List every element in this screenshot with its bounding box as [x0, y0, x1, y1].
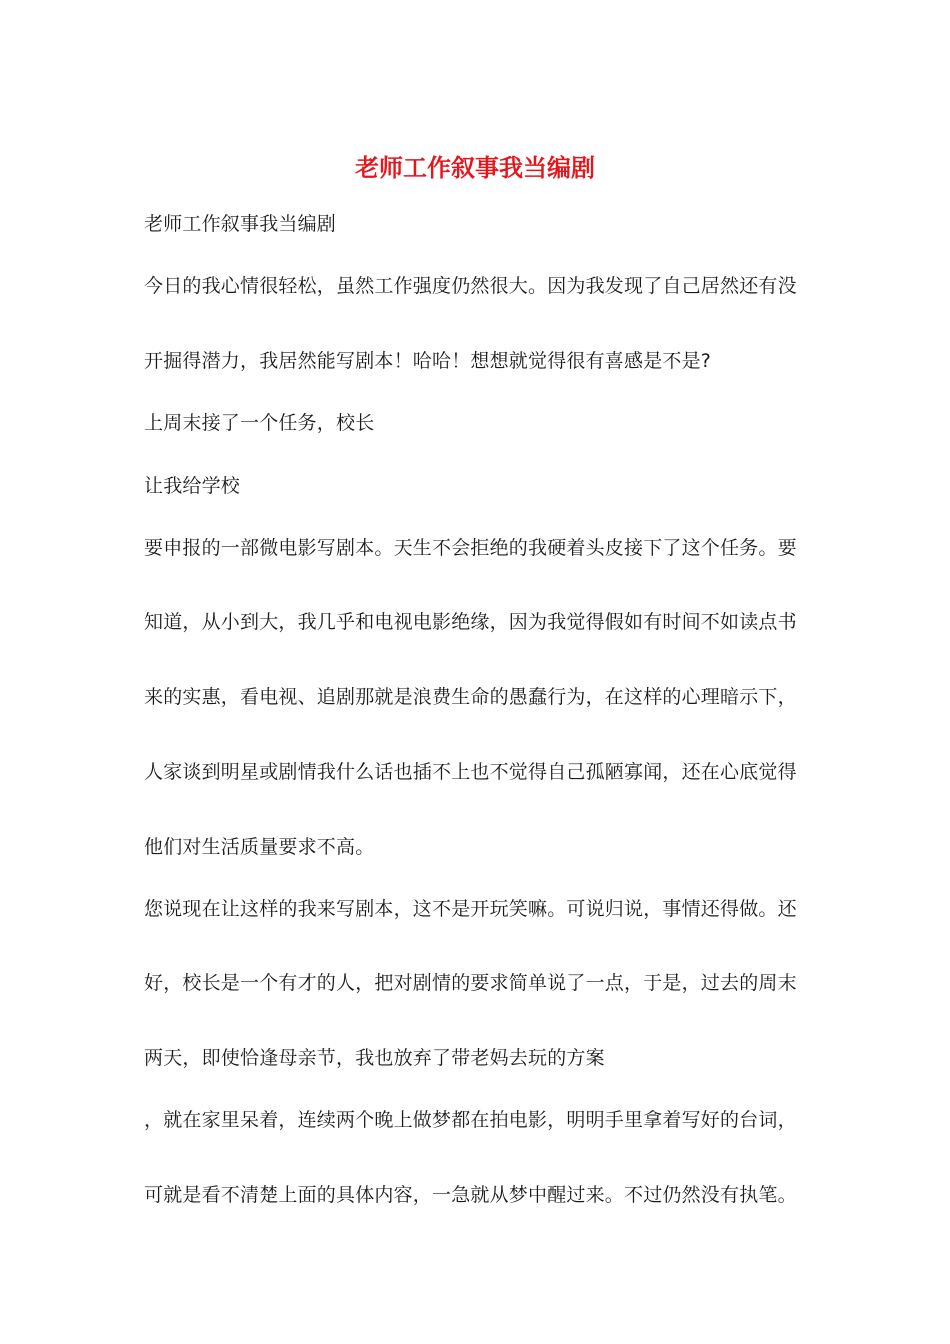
paragraph-line: 上周末接了一个任务，校长: [144, 412, 375, 434]
paragraph-line: 可就是看不清楚上面的具体内容，一急就从梦中醒过来。不过仍然没有执笔。: [144, 1184, 797, 1206]
page-title: 老师工作叙事我当编剧: [355, 153, 595, 182]
paragraph-line: 两天，即使恰逢母亲节，我也放弃了带老妈去玩的方案: [144, 1047, 605, 1069]
paragraph-line: 要申报的一部微电影写剧本。天生不会拒绝的我硬着头皮接下了这个任务。要: [144, 537, 797, 559]
paragraph-line: 开掘得潜力，我居然能写剧本！哈哈！想想就觉得很有喜感是不是?: [144, 350, 712, 372]
paragraph-line: 人家谈到明星或剧情我什么话也插不上也不觉得自己孤陋寡闻，还在心底觉得: [144, 761, 797, 783]
paragraph-line: 您说现在让这样的我来写剧本，这不是开玩笑嘛。可说归说，事情还得做。还: [144, 898, 797, 920]
paragraph-line: 知道，从小到大，我几乎和电视电影绝缘，因为我觉得假如有时间不如读点书: [144, 611, 797, 633]
paragraph-line: 让我给学校: [144, 475, 241, 497]
paragraph-line: 好，校长是一个有才的人，把对剧情的要求简单说了一点，于是，过去的周末: [144, 972, 797, 994]
paragraph-line: 今日的我心情很轻松，虽然工作强度仍然很大。因为我发现了自己居然还有没: [144, 275, 797, 297]
paragraph-line: ，就在家里呆着，连续两个晚上做梦都在拍电影，明明手里拿着写好的台词，: [144, 1109, 797, 1131]
paragraph-line: 他们对生活质量要求不高。: [144, 836, 375, 858]
paragraph-line: 来的实惠，看电视、追剧那就是浪费生命的愚蠢行为，在这样的心理暗示下，: [144, 686, 797, 708]
subtitle-line: 老师工作叙事我当编剧: [144, 213, 337, 235]
